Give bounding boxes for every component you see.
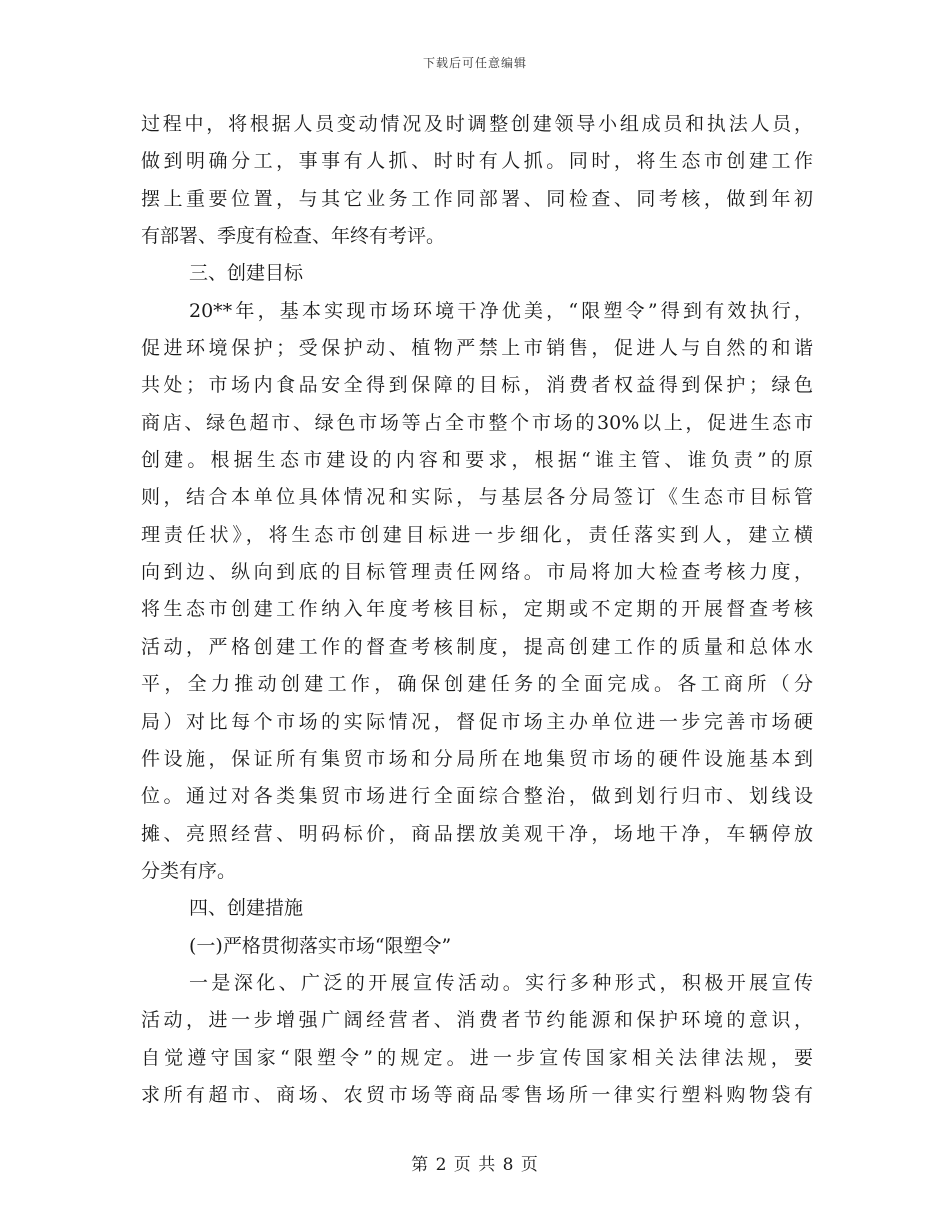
body-line: 做到明确分工，事事有人抓、时时有人抓。同时，将生态市创建工作 [141, 150, 813, 173]
body-line: 理责任状》，将生态市创建目标进一步细化，责任落实到人，建立横 [141, 523, 813, 546]
body-line: 活动，严格创建工作的督查考核制度，提高创建工作的质量和总体水 [141, 635, 813, 658]
body-line: 创建。根据生态市建设的内容和要求，根据“谁主管、谁负责”的原 [141, 449, 813, 472]
section-heading: 三、创建目标 [189, 262, 304, 285]
page-number: 第 2 页 共 8 页 [411, 1155, 539, 1175]
page-header: 下载后可任意编辑 [422, 56, 527, 70]
body-line: 商店、绿色超市、绿色市场等占全市整个市场的30%以上，促进生态市 [141, 411, 813, 434]
body-line: 共处；市场内食品安全得到保障的目标，消费者权益得到保护；绿色 [141, 374, 813, 397]
body-line: 摆上重要位置，与其它业务工作同部署、同检查、同考核，做到年初 [141, 187, 813, 210]
body-line: 位。通过对各类集贸市场进行全面综合整治，做到划行归市、划线设 [141, 785, 813, 808]
body-line: 则，结合本单位具体情况和实际，与基层各分局签订《生态市目标管 [141, 486, 813, 509]
body-line: 向到边、纵向到底的目标管理责任网络。市局将加大检查考核力度， [141, 561, 813, 584]
body-line: 自觉遵守国家“限塑令”的规定。进一步宣传国家相关法律法规，要 [141, 1046, 813, 1069]
body-line: 活动，进一步增强广阔经营者、消费者节约能源和保护环境的意识， [141, 1009, 813, 1032]
body-line: 将生态市创建工作纳入年度考核目标，定期或不定期的开展督查考核 [141, 598, 813, 621]
body-line: 促进环境保护；受保护动、植物严禁上市销售，促进人与自然的和谐 [141, 337, 813, 360]
body-line: 求所有超市、商场、农贸市场等商品零售场所一律实行塑料购物袋有 [141, 1083, 813, 1106]
body-line: 摊、亮照经营、明码标价，商品摆放美观干净，场地干净，车辆停放 [141, 822, 813, 845]
section-heading: 四、创建措施 [189, 897, 304, 920]
body-line: 过程中，将根据人员变动情况及时调整创建领导小组成员和执法人员， [141, 113, 813, 135]
document-body [141, 106, 813, 1114]
body-line: 有部署、季度有检查、年终有考评。 [141, 225, 446, 248]
subsection-heading: (一)严格贯彻落实市场“限塑令” [189, 934, 452, 957]
body-line: 件设施，保证所有集贸市场和分局所在地集贸市场的硬件设施基本到 [141, 747, 813, 770]
body-line: 一是深化、广泛的开展宣传活动。实行多种形式，积极开展宣传 [189, 971, 813, 994]
body-line: 局）对比每个市场的实际情况，督促市场主办单位进一步完善市场硬 [141, 710, 813, 733]
body-line: 20**年，基本实现市场环境干净优美，“限塑令”得到有效执行， [189, 299, 813, 322]
body-line: 平，全力推动创建工作，确保创建任务的全面完成。各工商所（分 [141, 673, 813, 696]
body-line: 分类有序。 [141, 859, 237, 882]
